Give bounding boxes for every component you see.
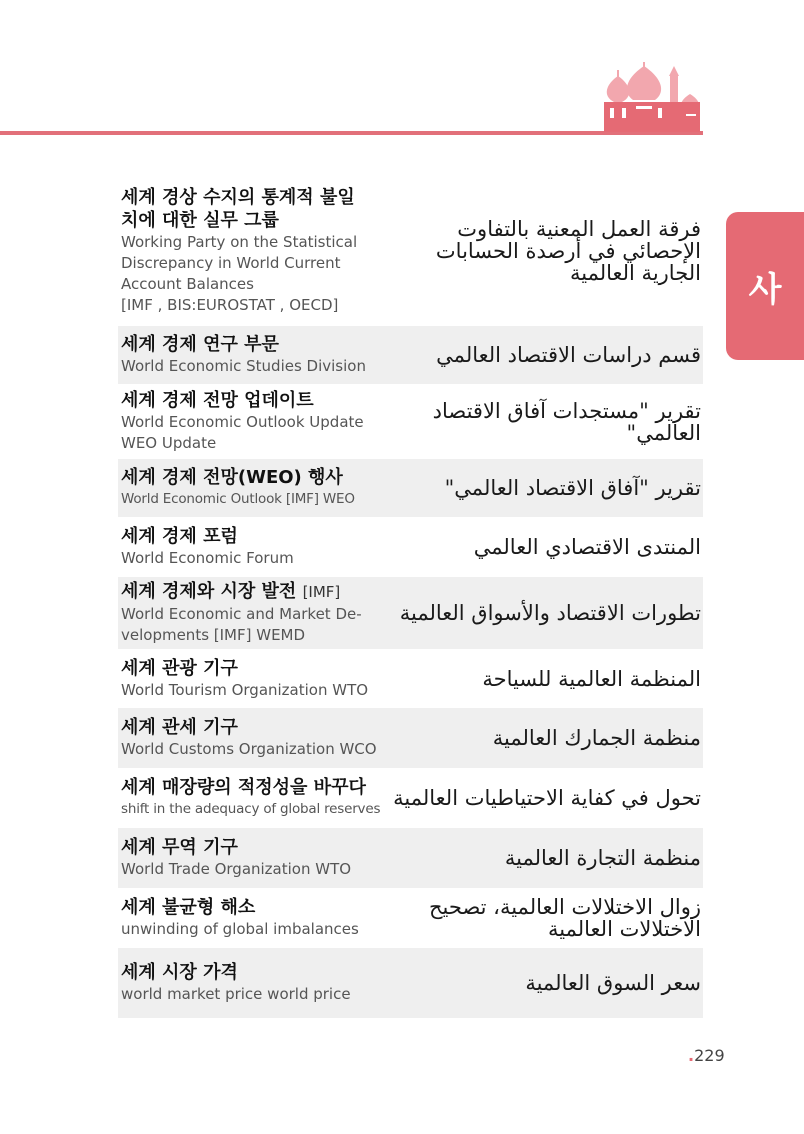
- korean-term: 세계 무역 기구: [121, 837, 238, 858]
- english-term: Working Party on the Statistical Discrepancy in World Current Account Balances [IMF , BIS:EUROSTAT , OECD]: [121, 233, 358, 314]
- english-term: World Customs Organization WCO: [121, 740, 377, 758]
- list-item: [118, 176, 703, 326]
- english-term: World Trade Organization WTO: [121, 860, 352, 878]
- korean-term: 세계 경제 전망(WEO) 행사: [121, 467, 343, 488]
- list-item: [118, 577, 703, 649]
- list-item: [118, 888, 703, 948]
- list-item: [118, 828, 703, 888]
- list-item: [118, 948, 703, 1018]
- list-item: [118, 649, 703, 708]
- korean-term-text: 세계 경제와 시장 발전: [121, 581, 297, 602]
- arabic-term: تقرير "آفاق الاقتصاد العالمي": [444, 476, 701, 500]
- korean-term-tag: [IMF]: [302, 583, 341, 601]
- arabic-term: تقرير "مستجدات آفاق الاقتصاد العالمي": [432, 398, 701, 445]
- arabic-term: فرقة العمل المعنية بالتفاوت الإحصائي في أرصدة الحسابات الجارية العالمية: [435, 217, 701, 285]
- list-item: [118, 517, 703, 577]
- english-term: World Economic Outlook Update WEO Update: [121, 413, 364, 452]
- english-term: world market price world price: [121, 985, 351, 1003]
- english-term: shift in the adequacy of global reserves: [121, 801, 381, 817]
- glossary-list: [118, 176, 703, 1018]
- section-tab-label: 사: [748, 269, 782, 310]
- arabic-term: المنتدى الاقتصادي العالمي: [473, 535, 701, 559]
- arabic-term: قسم دراسات الاقتصاد العالمي: [436, 343, 701, 367]
- arabic-term: تحول في كفاية الاحتياطيات العالمية: [393, 786, 701, 810]
- list-item: [118, 326, 703, 384]
- korean-term: 세계 관세 기구: [121, 717, 238, 738]
- korean-term: 세계 불균형 해소: [121, 897, 256, 918]
- arabic-term: سعر السوق العالمية: [525, 971, 701, 995]
- page-number: .229: [688, 1046, 725, 1065]
- arabic-term: منظمة التجارة العالمية: [504, 846, 701, 870]
- list-item: [118, 459, 703, 517]
- english-term: World Tourism Organization WTO: [121, 680, 369, 699]
- list-item: [118, 708, 703, 768]
- mosque-icon: [600, 62, 704, 134]
- arabic-term: المنظمة العالمية للسياحة: [482, 666, 701, 691]
- korean-term: 세계 경제 연구 부문: [121, 334, 279, 355]
- arabic-term: تطورات الاقتصاد والأسواق العالمية: [399, 601, 701, 625]
- korean-term: 세계 경제 전망 업데이트: [121, 390, 314, 411]
- header-divider: [0, 131, 703, 135]
- korean-term: 세계 관광 기구: [121, 657, 238, 679]
- korean-term: 세계 경제 포럼: [121, 526, 238, 547]
- english-term: World Economic Forum: [121, 549, 294, 567]
- english-term: World Economic Outlook [IMF] WEO: [121, 491, 355, 507]
- korean-term: 세계 경상 수지의 통계적 불일 치에 대한 실무 그룹: [121, 187, 355, 231]
- english-term: World Economic and Market De- velopments [IMF] WEMD: [121, 605, 362, 644]
- english-term: unwinding of global imbalances: [121, 920, 359, 938]
- arabic-term: زوال الاختلالات العالمية، تصحيح الاختلالات العالمية: [429, 895, 701, 941]
- list-item: [118, 768, 703, 828]
- korean-term: [121, 580, 381, 604]
- list-item: [118, 384, 703, 459]
- page-number-value: 229: [694, 1046, 725, 1065]
- korean-term: 세계 시장 가격: [121, 962, 238, 983]
- english-term: World Economic Studies Division: [121, 357, 366, 375]
- arabic-term: منظمة الجمارك العالمية: [492, 726, 701, 750]
- section-tab[interactable]: [726, 212, 804, 360]
- korean-term: 세계 매장량의 적정성을 바꾸다: [121, 777, 366, 798]
